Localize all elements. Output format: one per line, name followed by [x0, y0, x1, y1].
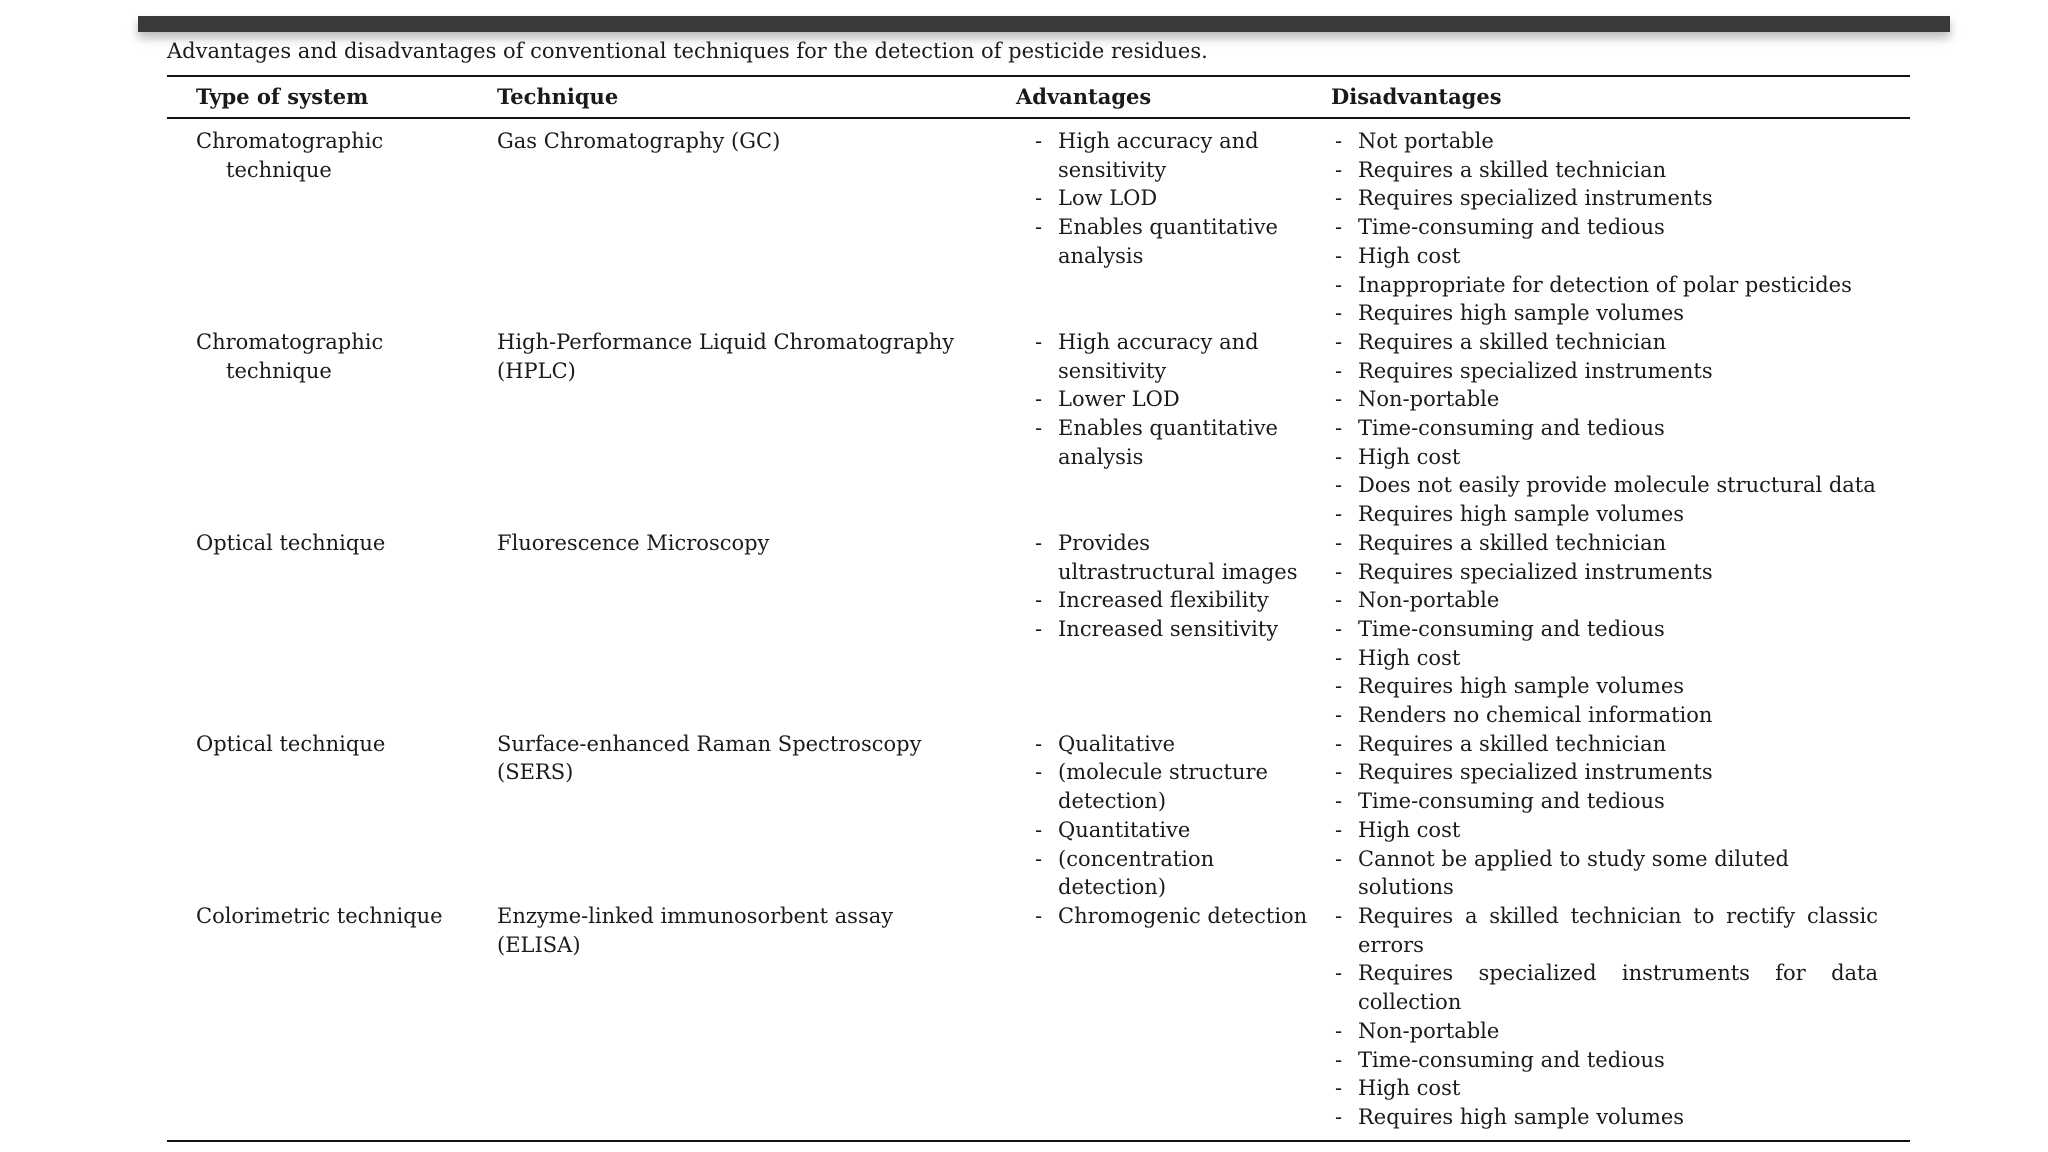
- list-item: - Enables quantitative analysis: [1035, 213, 1313, 270]
- header-technique: Technique: [497, 84, 619, 109]
- list-item: - Time-consuming and tedious: [1335, 615, 1878, 644]
- cell-disadvantages: [1283, 902, 1910, 1132]
- list-item: - Cannot be applied to study some diluted solutions: [1335, 845, 1878, 902]
- list-item: - Time-consuming and tedious: [1335, 213, 1878, 242]
- list-item: - Requires specialized instruments: [1335, 758, 1878, 787]
- list-item: - Qualitative: [1035, 730, 1313, 759]
- list-item: - (concentration detection): [1035, 845, 1313, 902]
- type-line: Chromatographic: [196, 129, 384, 153]
- table-bottom-rule: [167, 1140, 1910, 1142]
- list-item: - Not portable: [1335, 127, 1878, 156]
- list-item: - High accuracy and sensitivity: [1035, 328, 1313, 385]
- table-row: [167, 902, 1910, 1132]
- cell-type-of-system: [167, 127, 468, 328]
- list-item: - Renders no chemical information: [1335, 701, 1878, 730]
- cell-technique: Surface-enhanced Raman Spectroscopy (SERS): [497, 731, 922, 785]
- list-item: - Requires a skilled technician: [1335, 328, 1878, 357]
- list-item: - Requires a skilled technician: [1335, 529, 1878, 558]
- cell-technique: Enzyme-linked immunosorbent assay (ELISA): [497, 903, 894, 957]
- table-header-row: [167, 77, 1910, 117]
- list-item: - Inappropriate for detection of polar pesticides: [1335, 271, 1878, 300]
- document-header-bar: [138, 16, 1950, 32]
- list-item: - Does not easily provide molecule structural data: [1335, 471, 1878, 500]
- list-item: - Low LOD: [1035, 184, 1313, 213]
- list-item: - Provides ultrastructural images: [1035, 529, 1313, 586]
- list-item: - High accuracy and sensitivity: [1035, 127, 1313, 184]
- cell-advantages: [968, 730, 1283, 902]
- table-row: [167, 730, 1910, 902]
- cell-disadvantages: [1283, 730, 1910, 902]
- list-item: - Requires specialized instruments: [1335, 184, 1878, 213]
- cell-advantages: [968, 529, 1298, 730]
- type-line: technique: [226, 157, 332, 182]
- list-item: - Requires specialized instruments: [1335, 558, 1878, 587]
- cell-technique: Gas Chromatography (GC): [497, 129, 781, 153]
- cell-technique: High-Performance Liquid Chromatography (HPLC): [497, 329, 955, 383]
- cell-advantages: [968, 902, 1308, 1132]
- list-item: - Increased sensitivity: [1035, 615, 1313, 644]
- list-item: - Requires specialized instruments for data collection: [1335, 959, 1878, 1016]
- type-line: Chromatographic: [196, 329, 384, 354]
- list-item: - Non-portable: [1335, 385, 1878, 414]
- cell-type-of-system: Optical technique: [196, 731, 386, 756]
- list-item: - High cost: [1335, 443, 1878, 472]
- list-item: - Increased flexibility: [1035, 586, 1313, 615]
- list-item: - Quantitative: [1035, 816, 1313, 845]
- list-item: - Requires a skilled technician: [1335, 730, 1878, 759]
- list-item: - Requires high sample volumes: [1335, 500, 1878, 529]
- list-item: - Requires specialized instruments: [1335, 357, 1878, 386]
- list-item: - Time-consuming and tedious: [1335, 787, 1878, 816]
- list-item: - Non-portable: [1335, 586, 1878, 615]
- list-item: - Requires high sample volumes: [1335, 299, 1878, 328]
- cell-advantages: [968, 328, 1283, 529]
- list-item: - Time-consuming and tedious: [1335, 414, 1878, 443]
- list-item: - Time-consuming and tedious: [1335, 1046, 1878, 1075]
- cell-disadvantages: [1283, 127, 1910, 328]
- list-item: - High cost: [1335, 644, 1878, 673]
- list-item: - Requires high sample volumes: [1335, 1103, 1878, 1132]
- cell-type-of-system: Colorimetric technique: [196, 903, 443, 928]
- list-item: - Requires high sample volumes: [1335, 672, 1878, 701]
- list-item: - High cost: [1335, 816, 1878, 845]
- list-item: - High cost: [1335, 1074, 1878, 1103]
- header-advantages: Advantages: [1016, 84, 1152, 109]
- list-item: - Lower LOD: [1035, 385, 1313, 414]
- list-item: - Requires a skilled technician: [1335, 156, 1878, 185]
- header-disadvantages: Disadvantages: [1331, 84, 1502, 109]
- cell-type-of-system: [167, 328, 468, 529]
- table-row: [167, 328, 1910, 529]
- cell-advantages: [968, 127, 1283, 328]
- list-item: - High cost: [1335, 242, 1878, 271]
- list-item: - Enables quantitative analysis: [1035, 414, 1313, 471]
- table-row: [167, 127, 1910, 328]
- table-body: [167, 119, 1910, 1140]
- table-row: [167, 529, 1910, 730]
- type-line: technique: [226, 358, 332, 383]
- list-item: - Chromogenic detection: [1035, 902, 1313, 931]
- cell-technique: Fluorescence Microscopy: [497, 530, 770, 555]
- header-type-of-system: Type of system: [196, 84, 369, 109]
- list-item: - Requires a skilled technician to rectify classic errors: [1335, 902, 1878, 959]
- cell-disadvantages: [1283, 328, 1910, 529]
- cell-type-of-system: Optical technique: [196, 530, 386, 555]
- table-caption: Advantages and disadvantages of conventional techniques for the detection of pesticide residues.: [167, 39, 1208, 63]
- cell-disadvantages: [1283, 529, 1910, 730]
- list-item: - Non-portable: [1335, 1017, 1878, 1046]
- list-item: - (molecule structure detection): [1035, 758, 1313, 815]
- comparison-table: [167, 75, 1910, 1142]
